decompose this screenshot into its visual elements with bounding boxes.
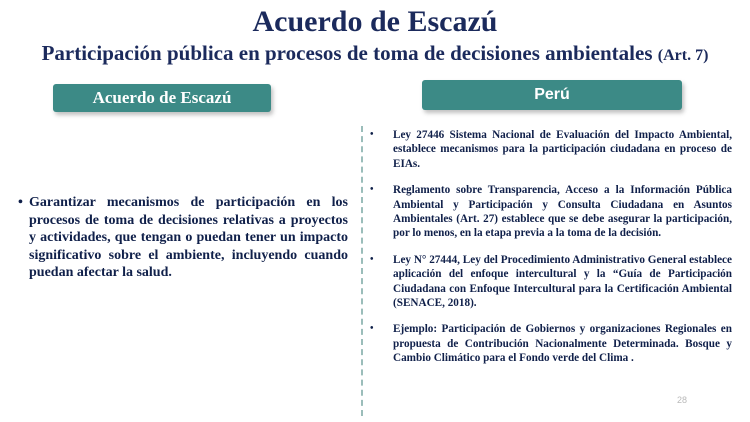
left-bullet-text: Garantizar mecanismos de participación en los procesos de toma de decisiones relativas a proyectos y actividades, que tengan o puedan tener un impacto significativo sobre el ambiente, incluyendo cuando puedan afectar la salud. bbox=[29, 195, 348, 280]
list-item-text: Ley N° 27444, Ley del Procedimiento Administrativo General establece aplicación del enfoque intercultural y la “Guía de Participación Ciudadana con Enfoque Intercultural para la Certificación Ambiental (SENACE, 2018). bbox=[393, 253, 732, 310]
list-item-text: Ejemplo: Participación de Gobiernos y organizaciones Regionales en propuesta de Contribución Nacionalmente Determinada. Bosque y Cambio Climático para el Fondo verde del Clima . bbox=[393, 323, 732, 365]
subtitle-main: Participación pública en procesos de toma de decisiones ambientales bbox=[41, 41, 653, 65]
column-divider bbox=[361, 126, 363, 416]
slide-title: Acuerdo de Escazú bbox=[252, 5, 498, 38]
list-item bbox=[368, 322, 732, 365]
bullet-dot: • bbox=[370, 129, 374, 140]
bullet-dot: • bbox=[18, 195, 23, 210]
list-item-text: Reglamento sobre Transparencia, Acceso a la Información Pública Ambiental y Participación y Consulta Ciudadana en Asuntos Ambientales (Art. 27) establece que se debe asegurar la participación, por lo menos, en la etapa previa a la toma de la decisión. bbox=[393, 184, 732, 240]
list-item-text: Ley 27446 Sistema Nacional de Evaluación del Impacto Ambiental, establece mecanismos para la participación ciudadana en proceso de EIAs. bbox=[393, 129, 732, 170]
list-item bbox=[368, 183, 732, 241]
peru-list bbox=[368, 128, 732, 378]
page-number: 28 bbox=[677, 395, 688, 405]
bullet-dot: • bbox=[370, 323, 374, 335]
list-item bbox=[368, 253, 732, 311]
slide-subtitle bbox=[0, 40, 750, 69]
subtitle-article: (Art. 7) bbox=[657, 47, 709, 64]
left-column-header: Acuerdo de Escazú bbox=[53, 84, 271, 112]
list-item bbox=[368, 128, 732, 171]
bullet-dot: • bbox=[370, 253, 374, 265]
bullet-dot: • bbox=[370, 184, 374, 196]
left-bullet bbox=[18, 194, 348, 282]
right-column-header: Perú bbox=[422, 80, 682, 110]
